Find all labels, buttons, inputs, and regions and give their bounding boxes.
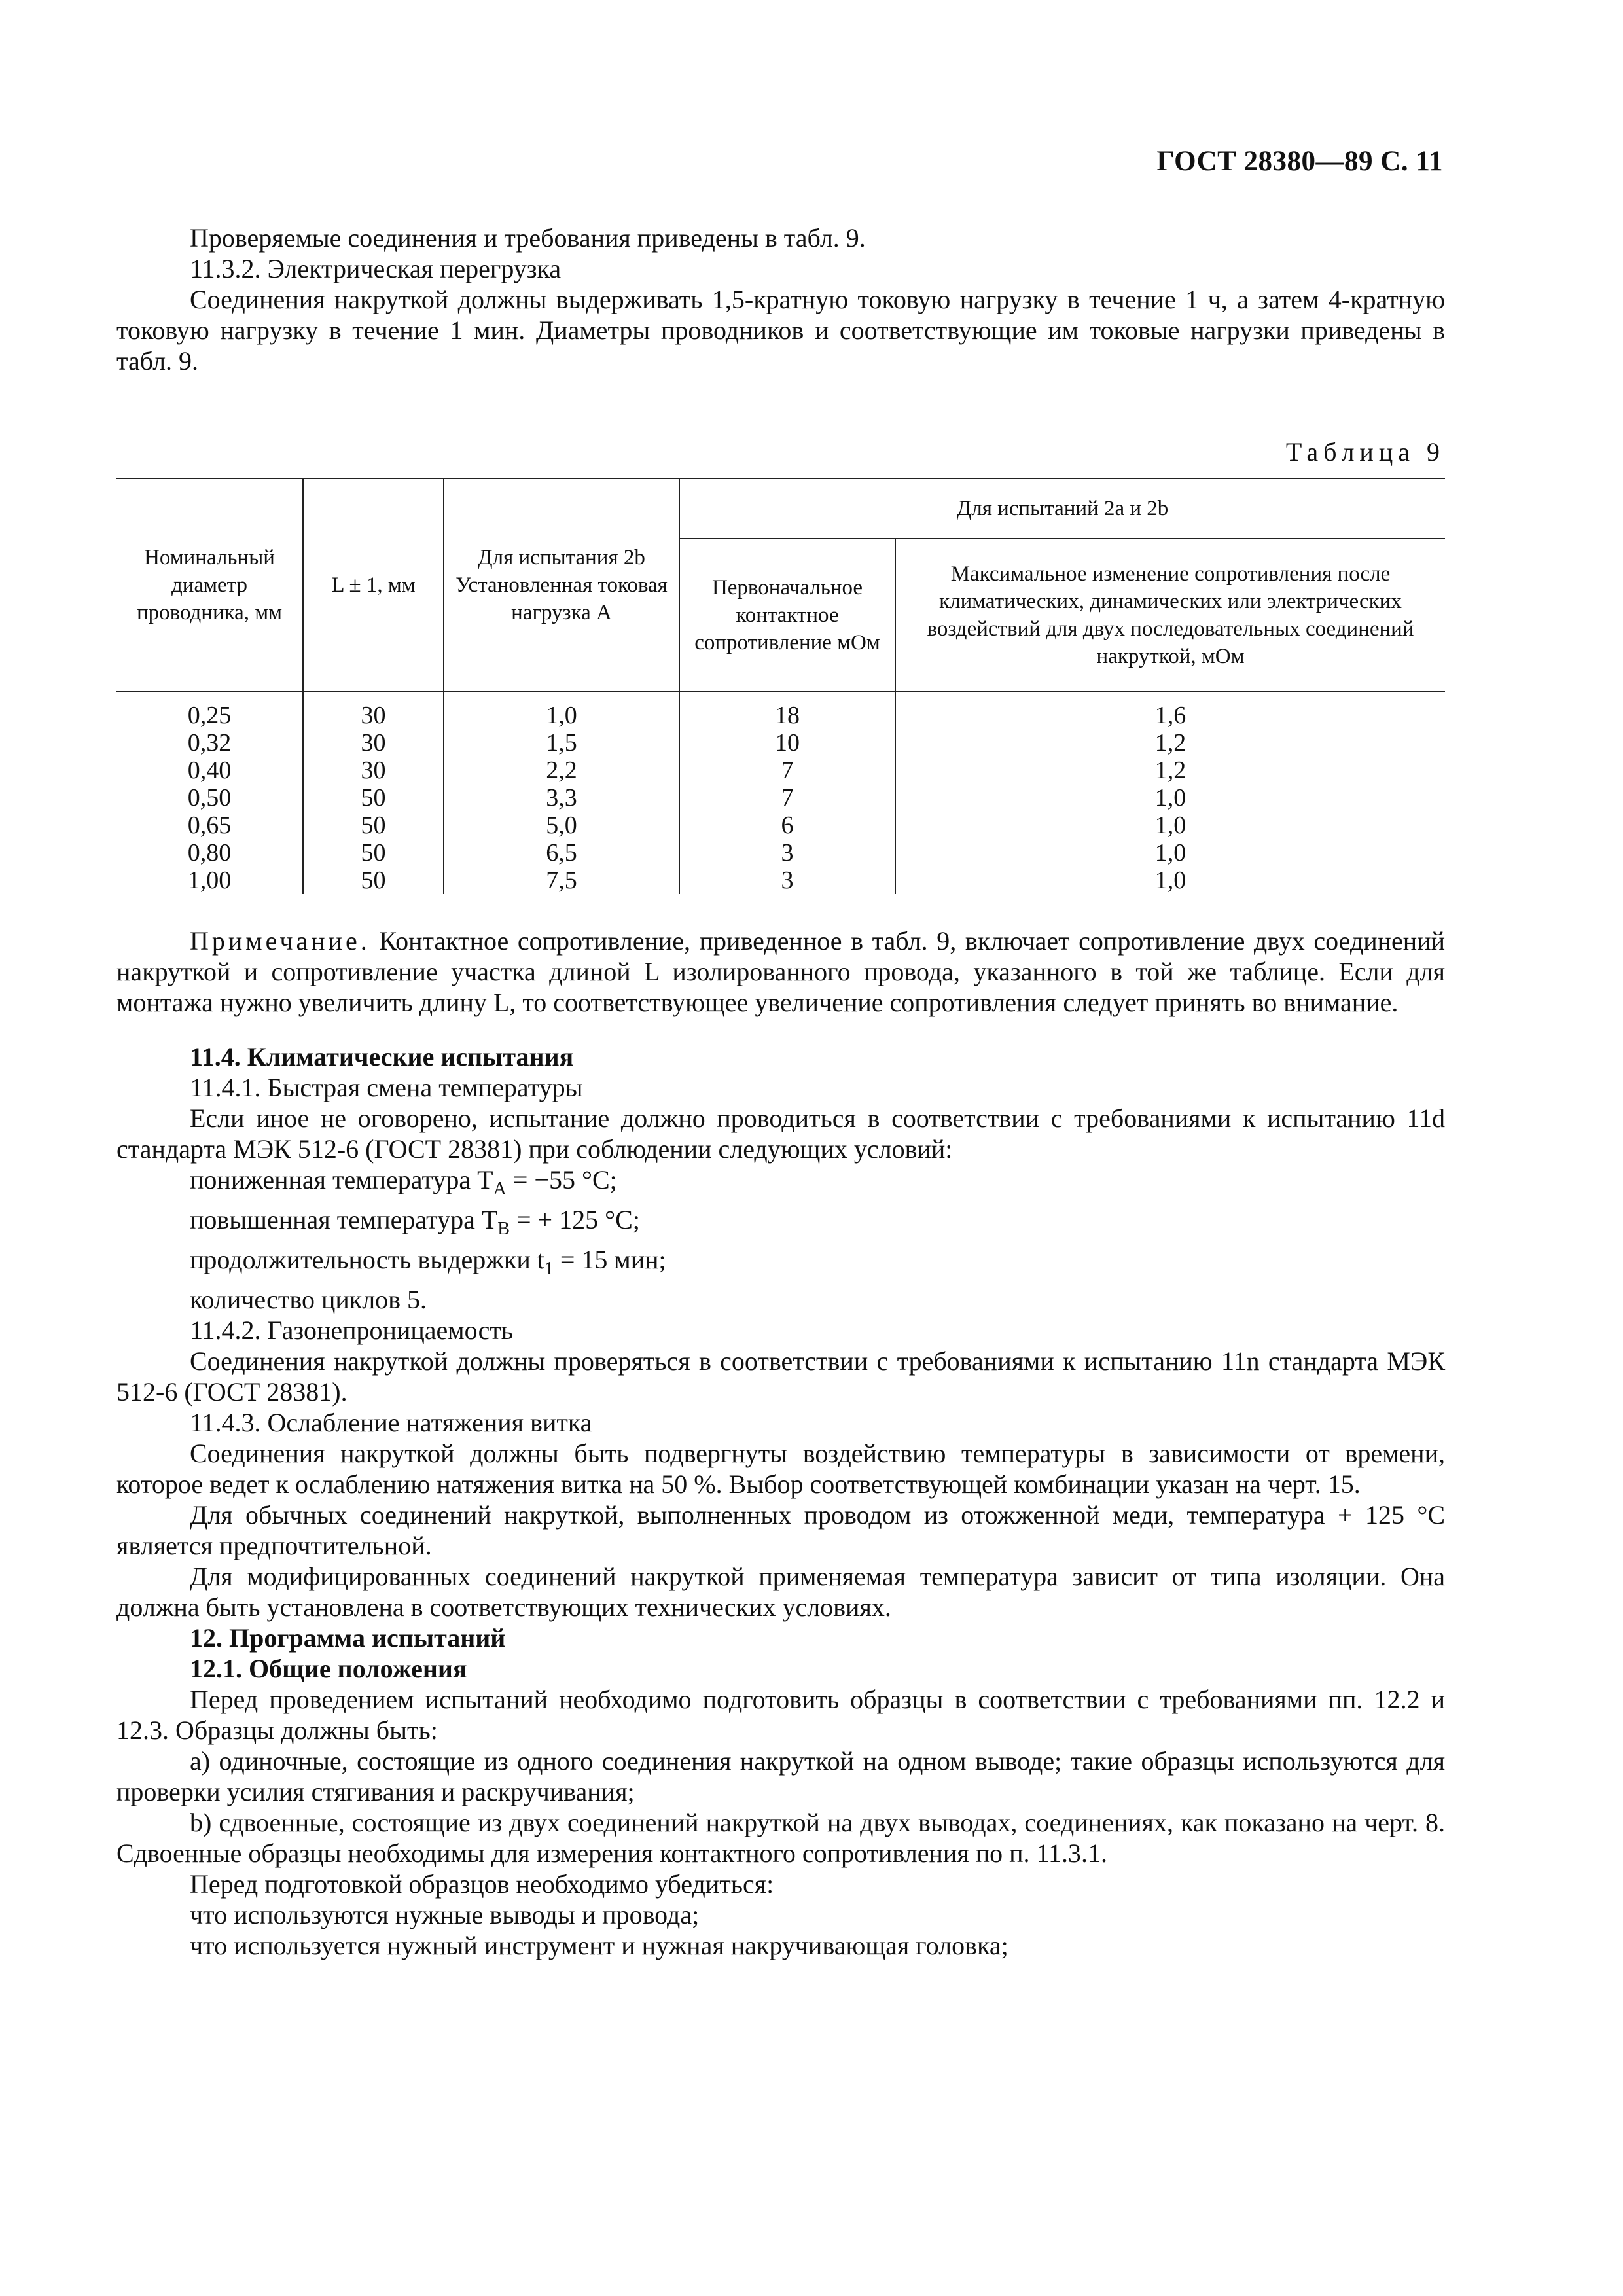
condition-low-temp: пониженная температура $T_A = -55$ °С; bbox=[190, 1165, 617, 1199]
note-text: Контактное сопротивление, приведенное в табл. 9, включает сопротивление двух соединений накруткой и сопротивление участка длиной L изолированного провода, указанного в той же таблице. Если для монтажа нужно увеличить длину L, то соответствующее увеличение сопротивления следует принять во внимание. bbox=[116, 926, 1445, 1017]
sample-type-a: а) одиночные, состоящие из одного соединения накруткой на одном выводе; такие образцы используются для проверки усилия стягивания и раскручивания; bbox=[116, 1746, 1445, 1806]
note-label: Примечание. bbox=[190, 926, 370, 956]
section-11-4-1-text: Если иное не оговорено, испытание должно проводиться в соответствии с требованиями к испытанию 11d стандарта МЭК 512-6 (ГОСТ 28381) при соблюдении следующих условий: bbox=[116, 1103, 1445, 1164]
table-row bbox=[116, 757, 1445, 784]
table-caption: Таблица 9 bbox=[1285, 437, 1445, 467]
section-12-1-text: Перед проведением испытаний необходимо подготовить образцы в соответствии с требованиями пп. 12.2 и 12.3. Образцы должны быть: bbox=[116, 1685, 1445, 1745]
table-cell: 0,40 bbox=[116, 757, 303, 784]
header-load: Для испытания 2b Установленная токовая нагрузка А bbox=[444, 478, 679, 692]
table-cell: 0,80 bbox=[116, 839, 303, 867]
condition-cycles: количество циклов 5. bbox=[190, 1285, 427, 1314]
intro-paragraph-3: Соединения накруткой должны выдерживать 1,5-кратную токовую нагрузку в течение 1 ч, а затем 4-кратную токовую нагрузку в течение 1 мин. Диаметры проводников и соответствующие им токовые нагрузки приведены в табл. 9. bbox=[116, 285, 1445, 376]
table-cell: 30 bbox=[303, 692, 444, 729]
section-11-3-2-title: 11.3.2. Электрическая перегрузка bbox=[190, 254, 562, 283]
section-12-title: 12. Программа испытаний bbox=[190, 1623, 506, 1653]
header-diameter: Номинальный диаметр проводника, мм bbox=[116, 478, 303, 692]
section-11-4-1-title: 11.4.1. Быстрая смена температуры bbox=[190, 1073, 583, 1102]
table-cell: 3 bbox=[679, 839, 895, 867]
table-cell: 6,5 bbox=[444, 839, 679, 867]
table-cell: 50 bbox=[303, 812, 444, 839]
page-content bbox=[116, 223, 1445, 1961]
table-row bbox=[116, 867, 1445, 894]
intro-paragraph-1: Проверяемые соединения и требования приведены в табл. 9. bbox=[190, 223, 866, 253]
section-11-4-title: 11.4. Климатические испытания bbox=[190, 1042, 574, 1071]
section-12-1-check-intro: Перед подготовкой образцов необходимо убедиться: bbox=[190, 1869, 774, 1899]
table-row bbox=[116, 812, 1445, 839]
table-cell: 2,2 bbox=[444, 757, 679, 784]
section-11-4-2-text: Соединения накруткой должны проверяться в соответствии с требованиями к испытанию 11n стандарта МЭК 512-6 (ГОСТ 28381). bbox=[116, 1346, 1445, 1407]
table-cell: 1,0 bbox=[444, 692, 679, 729]
table-cell: 1,2 bbox=[1154, 729, 1186, 757]
table-cell: 50 bbox=[303, 839, 444, 867]
check-item-2: что используется нужный инструмент и нужная накручивающая головка; bbox=[190, 1931, 1008, 1960]
table-cell: 5,0 bbox=[444, 812, 679, 839]
table-cell: 1,0 bbox=[1154, 839, 1186, 867]
table-row bbox=[116, 839, 1445, 867]
table-row bbox=[116, 784, 1445, 812]
header-initial-resistance: Первоначальное контактное сопротивление мОм bbox=[679, 539, 895, 692]
check-item-1: что используются нужные выводы и провода; bbox=[190, 1900, 700, 1929]
table-cell: 18 bbox=[679, 692, 895, 729]
condition-dwell-time: продолжительность выдержки $t_1 = 15$ мин; bbox=[190, 1245, 666, 1279]
table-cell: 1,00 bbox=[116, 867, 303, 894]
table-cell: 0,32 bbox=[116, 729, 303, 757]
table-cell: 1,0 bbox=[1154, 812, 1186, 839]
table-note bbox=[116, 925, 1445, 1018]
table-cell: 3,3 bbox=[444, 784, 679, 812]
table-body bbox=[116, 692, 1445, 894]
table-row bbox=[116, 729, 1445, 757]
table-cell: 7,5 bbox=[444, 867, 679, 894]
table-cell: 1,6 bbox=[1154, 702, 1186, 729]
table-cell: 50 bbox=[303, 784, 444, 812]
section-11-4-3-text-2: Для обычных соединений накруткой, выполненных проводом из отожженной меди, температура + 125 °С является предпочтительной. bbox=[116, 1500, 1445, 1560]
table-cell: 7 bbox=[679, 757, 895, 784]
page-header: ГОСТ 28380—89 С. 11 bbox=[1156, 146, 1443, 177]
table-cell: 0,65 bbox=[116, 812, 303, 839]
table-cell: 1,0 bbox=[1154, 867, 1186, 894]
section-11-4-3-title: 11.4.3. Ослабление натяжения витка bbox=[190, 1408, 592, 1437]
section-11-4-3-text-1: Соединения накруткой должны быть подвергнуты воздействию температуры в зависимости от времени, которое ведет к ослаблению натяжения витка на 50 %. Выбор соответствующей комбинации указан на черт. 15. bbox=[116, 1439, 1445, 1499]
table-cell: 30 bbox=[303, 729, 444, 757]
section-11-4-3-text-3: Для модифицированных соединений накруткой применяемая температура зависит от типа изоляции. Она должна быть установлена в соответствующих технических условиях. bbox=[116, 1562, 1445, 1622]
table-cell: 6 bbox=[679, 812, 895, 839]
table-cell: 30 bbox=[303, 757, 444, 784]
condition-high-temp: повышенная температура $T_B$ = + 125 °С; bbox=[190, 1205, 640, 1239]
table-cell: 1,0 bbox=[1154, 784, 1186, 812]
table-cell: 1,2 bbox=[1154, 757, 1186, 784]
header-resistance-change: Максимальное изменение сопротивления после климатических, динамических или электрических воздействий для двух последовательных соединений накруткой, мОм bbox=[895, 539, 1445, 692]
header-group: Для испытаний 2а и 2b bbox=[679, 478, 1445, 539]
sample-type-b: b) сдвоенные, состоящие из двух соединений накруткой на двух выводах, соединениях, как показано на черт. 8. Сдвоенные образцы необходимы для измерения контактного сопротивления по п. 11.3.1. bbox=[116, 1808, 1445, 1868]
table-cell: 1,5 bbox=[444, 729, 679, 757]
table-cell: 3 bbox=[679, 867, 895, 894]
table-cell: 50 bbox=[303, 867, 444, 894]
section-12-1-title: 12.1. Общие положения bbox=[190, 1654, 467, 1683]
table-cell: 0,25 bbox=[116, 692, 303, 729]
header-length: L ± 1, мм bbox=[303, 478, 444, 692]
table-cell: 7 bbox=[679, 784, 895, 812]
table-9 bbox=[116, 478, 1445, 894]
table-cell: 10 bbox=[679, 729, 895, 757]
table-row bbox=[116, 692, 1445, 729]
table-cell: 0,50 bbox=[116, 784, 303, 812]
section-11-4-2-title: 11.4.2. Газонепроницаемость bbox=[190, 1316, 514, 1345]
